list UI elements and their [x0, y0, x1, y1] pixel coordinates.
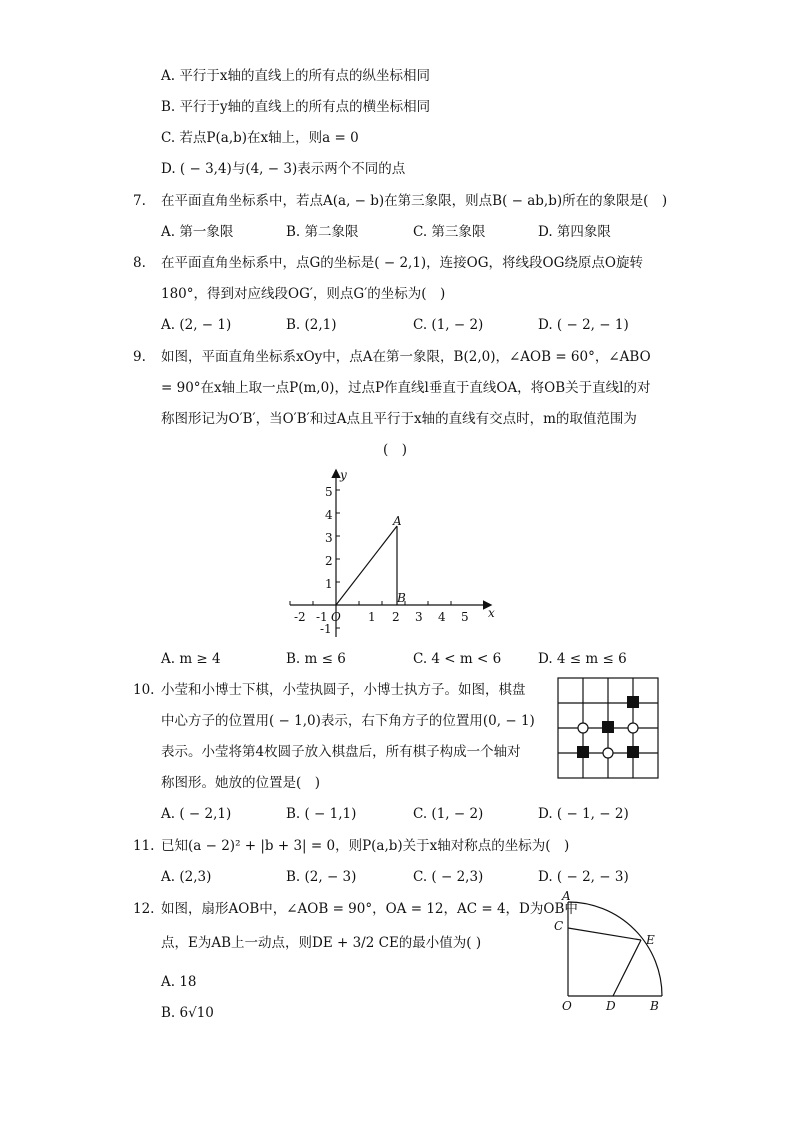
square-piece: [627, 696, 639, 708]
point-b-label: B: [397, 591, 406, 605]
round-piece: [603, 748, 613, 758]
x-axis-label: x: [488, 606, 495, 620]
q8-option-a: A. (2, − 1): [161, 317, 232, 333]
q10-stem-line2: 中心方子的位置用( − 1,0)表示，右下角方子的位置用(0, − 1): [161, 713, 535, 729]
q9-option-c: C. 4 < m < 6: [413, 651, 502, 667]
x-tick-label: -2: [294, 610, 306, 624]
q10-option-c: C. (1, − 2): [413, 806, 484, 822]
q9-option-b: B. m ≤ 6: [286, 651, 346, 667]
q10-option-b: B. ( − 1,1): [286, 806, 357, 822]
q9-number: 9.: [133, 349, 146, 365]
label-b: B: [650, 999, 659, 1013]
q7-stem: 在平面直角坐标系中，若点A(a, − b)在第三象限，则点B( − ab,b)所在的象限是( ): [161, 193, 668, 209]
q7-number: 7.: [133, 193, 146, 209]
q7-option-b: B. 第二象限: [286, 224, 359, 240]
label-a: A: [562, 889, 571, 903]
segment-ce: [568, 928, 641, 940]
q11-option-a: A. (2,3): [161, 869, 212, 885]
q11-option-c: C. ( − 2,3): [413, 869, 484, 885]
y-tick-label: -1: [320, 622, 332, 636]
q9-option-a: A. m ≥ 4: [161, 651, 221, 667]
q12-option-a: A. 18: [161, 974, 197, 990]
q11-number: 11.: [133, 838, 155, 854]
label-o: O: [562, 999, 572, 1013]
round-piece: [628, 723, 638, 733]
x-tick-label: 5: [461, 610, 469, 624]
q10-option-d: D. ( − 1, − 2): [538, 806, 629, 822]
x-tick-label: 3: [415, 610, 423, 624]
origin-label: O: [331, 610, 341, 624]
point-a-label: A: [393, 514, 402, 528]
q10-number: 10.: [133, 682, 155, 698]
q10-stem-line4: 称图形。她放的位置是( ): [161, 775, 321, 791]
segment-de: [613, 940, 641, 996]
q7-option-a: A. 第一象限: [161, 224, 234, 240]
q9-coordinate-figure: [285, 465, 500, 645]
y-tick-label: 3: [325, 531, 333, 545]
y-tick-label: 2: [325, 554, 333, 568]
y-tick-label: 4: [325, 508, 333, 522]
q6-option-d: D. ( − 3,4)与(4, − 3)表示两个不同的点: [161, 161, 406, 177]
q6-option-a: A. 平行于x轴的直线上的所有点的纵坐标相同: [161, 68, 430, 84]
q6-option-c: C. 若点P(a,b)在x轴上，则a = 0: [161, 130, 359, 146]
q6-option-b: B. 平行于y轴的直线上的所有点的横坐标相同: [161, 99, 431, 115]
q12-number: 12.: [133, 901, 155, 917]
label-d: D: [606, 999, 616, 1013]
q8-option-c: C. (1, − 2): [413, 317, 484, 333]
label-e: E: [646, 933, 655, 947]
square-piece: [577, 746, 589, 758]
q8-stem-line1: 在平面直角坐标系中，点G的坐标是( − 2,1)，连接OG，将线段OG绕原点O旋转: [161, 255, 643, 271]
q7-option-c: C. 第三象限: [413, 224, 486, 240]
round-piece: [578, 723, 588, 733]
q12-option-b: B. 6√10: [161, 1005, 214, 1021]
q8-option-b: B. (2,1): [286, 317, 337, 333]
q9-option-d: D. 4 ≤ m ≤ 6: [538, 651, 627, 667]
x-tick-label: 4: [438, 610, 446, 624]
x-tick-label: 2: [392, 610, 400, 624]
label-c: C: [554, 919, 564, 933]
q9-stem-line1: 如图，平面直角坐标系xOy中，点A在第一象限，B(2,0)，∠AOB = 60°，∠ABO: [161, 349, 651, 365]
q10-chessboard-figure: [557, 677, 659, 779]
q8-number: 8.: [133, 255, 146, 271]
q7-option-d: D. 第四象限: [538, 224, 611, 240]
y-tick-label: 5: [325, 485, 333, 499]
segment-oa: [336, 526, 397, 605]
square-piece: [627, 746, 639, 758]
q9-stem-paren: ( ): [383, 442, 408, 458]
q12-sector-figure: [550, 888, 665, 1016]
x-tick-label: -1: [316, 610, 328, 624]
q10-stem-line3: 表示。小莹将第4枚圆子放入棋盘后，所有棋子构成一个轴对: [161, 744, 521, 760]
q12-stem-line1: 如图，扇形AOB中，∠AOB = 90°，OA = 12，AC = 4，D为OB中: [161, 901, 578, 917]
q8-stem-line2: 180°，得到对应线段OG′，则点G′的坐标为( ): [161, 286, 446, 302]
q9-stem-line3: 称图形记为O′B′，当O′B′和过A点且平行于x轴的直线有交点时，m的取值范围为: [161, 411, 637, 427]
q10-option-a: A. ( − 2,1): [161, 806, 232, 822]
q10-stem-line1: 小莹和小博士下棋，小莹执圆子，小博士执方子。如图，棋盘: [161, 682, 526, 698]
q11-stem: 已知(a − 2)² + |b + 3| = 0，则P(a,b)关于x轴对称点的坐标为( ): [161, 838, 570, 854]
arc-ab: [568, 902, 662, 996]
square-piece: [602, 721, 614, 733]
q9-stem-line2: = 90°在x轴上取一点P(m,0)，过点P作直线l垂直于直线OA，将OB关于直线l的对: [161, 380, 651, 396]
y-tick-label: 1: [325, 577, 333, 591]
x-tick-label: 1: [368, 610, 376, 624]
q8-option-d: D. ( − 2, − 1): [538, 317, 629, 333]
y-axis-label: y: [340, 468, 347, 482]
q11-option-b: B. (2, − 3): [286, 869, 357, 885]
q11-option-d: D. ( − 2, − 3): [538, 869, 629, 885]
q12-stem-line2: 点，E为AB上一动点，则DE + 3/2 CE的最小值为( ): [161, 935, 482, 951]
